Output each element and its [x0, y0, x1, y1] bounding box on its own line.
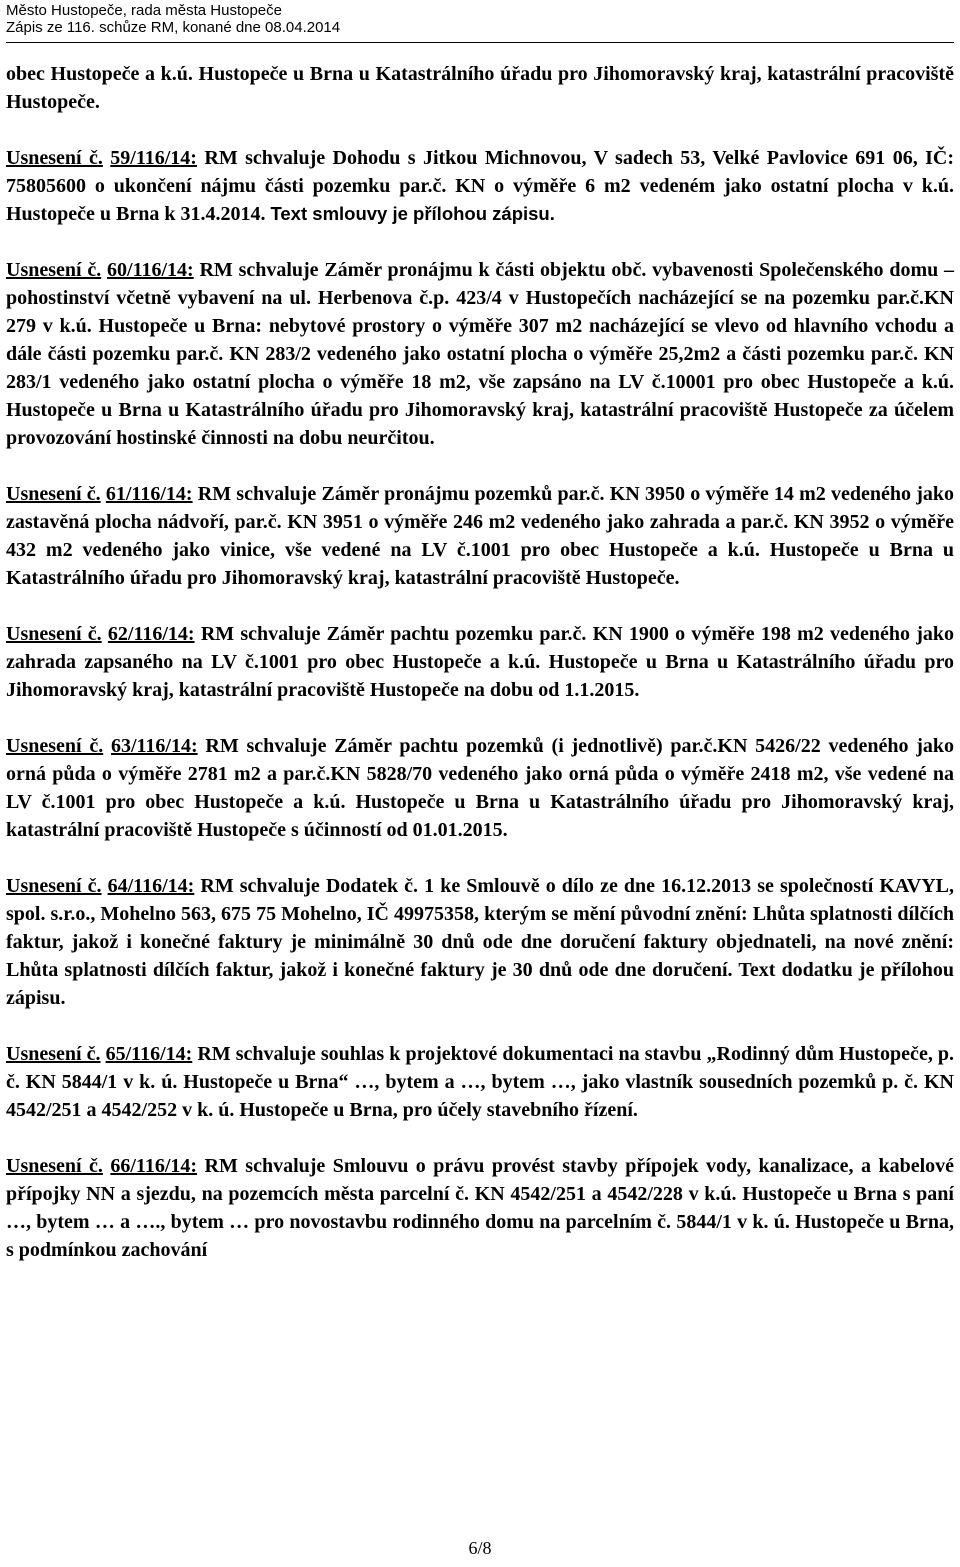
- resolution-66: [6, 1152, 954, 1264]
- resolution-60: [6, 256, 954, 452]
- resolution-label: Usnesení č.: [6, 483, 101, 505]
- header-meeting-minutes: Zápis ze 116. schůze RM, konané dne 08.04.2014: [6, 19, 341, 36]
- resolution-number: 59/116/14:: [110, 147, 197, 169]
- resolution-65: [6, 1040, 954, 1124]
- continuation-paragraph: obec Hustopeče a k.ú. Hustopeče u Brna u Katastrálního úřadu pro Jihomoravský kraj, katastrální pracoviště Hustopeče.: [6, 63, 954, 113]
- document-body: [6, 60, 954, 1264]
- resolution-number: 66/116/14:: [110, 1155, 198, 1177]
- resolution-label: Usnesení č.: [6, 735, 104, 757]
- resolution-text: RM schvaluje Dohodu s Jitkou Michnovou, V sadech 53, Velké Pavlovice 691 06, IČ: 75805600 o ukončení nájmu části pozemku par.č. KN o výměře 6 m2 vedeném jako ostatní plocha v k.ú. Hustopeče u Brna k 31.4.2014.: [6, 147, 954, 225]
- resolution-label: Usnesení č.: [6, 875, 102, 897]
- resolution-text: RM schvaluje Záměr pachtu pozemku par.č. KN 1900 o výměře 198 m2 vedeného jako zahrada zapsaného na LV č.1001 pro obec Hustopeče a k.ú. Hustopeče u Brna u Katastrálního úřadu pro Jihomoravský kraj, katastrální pracoviště Hustopeče na dobu od 1.1.2015.: [6, 623, 954, 701]
- resolution-62: [6, 620, 954, 704]
- resolution-number: 61/116/14:: [105, 483, 193, 505]
- resolution-attachment-note: Text smlouvy je přílohou zápisu.: [270, 203, 555, 224]
- resolution-text: RM schvaluje Dodatek č. 1 ke Smlouvě o dílo ze dne 16.12.2013 se společností KAVYL, spol. s.r.o., Mohelno 563, 675 75 Mohelno, IČ 49975358, kterým se mění původní znění: Lhůta splatnosti dílčích faktur, jakož i konečné faktury je minimálně 30 dnů ode dne doručení faktury objednateli, na nové znění: Lhůta splatnosti dílčích faktur, jakož i konečné faktury je 30 dnů ode dne doručení. Text dodatku je přílohou zápisu.: [6, 875, 955, 1009]
- resolution-59: [6, 144, 954, 228]
- resolution-number: 63/116/14:: [110, 735, 198, 757]
- resolution-text: RM schvaluje Záměr pachtu pozemků (i jednotlivě) par.č.KN 5426/22 vedeného jako orná půda o výměře 2781 m2 a par.č.KN 5828/70 vedeného jako orná půda o výměře 2418 m2, vše vedené na LV č.1001 pro obec Hustopeče a k.ú. Hustopeče u Brna u Katastrálního úřadu pro Jihomoravský kraj, katastrální pracoviště Hustopeče s účinností od 01.01.2015.: [6, 735, 955, 841]
- resolution-text: RM schvaluje Záměr pronájmu k části objektu obč. vybavenosti Společenského domu – pohostinství včetně vybavení na ul. Herbenova č.p. 423/4 v Hustopečích nacházející se na pozemku par.č.KN 279 v k.ú. Hustopeče u Brna: nebytové prostory o výměře 307 m2 nacházející se vlevo od hlavního vchodu a dále části pozemku par.č. KN 283/2 vedeného jako ostatní plocha o výměře 25,2m2 a části pozemku par.č. KN 283/1 vedeného jako ostatní plocha o výměře 18 m2, vše zapsáno na LV č.10001 pro obec Hustopeče a k.ú. Hustopeče u Brna u Katastrálního úřadu pro Jihomoravský kraj, katastrální pracoviště Hustopeče za účelem provozování hostinské činnosti na dobu neurčitou.: [6, 259, 954, 449]
- header-divider: [6, 42, 954, 43]
- resolution-label: Usnesení č.: [6, 623, 102, 645]
- resolution-text: RM schvaluje Záměr pronájmu pozemků par.č. KN 3950 o výměře 14 m2 vedeného jako zastavěná plocha nádvoří, par.č. KN 3951 o výměře 246 m2 vedeného jako zahrada a par.č. KN 3952 o výměře 432 m2 vedeného jako vinice, vše vedené na LV č.1001 pro obec Hustopeče a k.ú. Hustopeče u Brna u Katastrálního úřadu pro Jihomoravský kraj, katastrální pracoviště Hustopeče.: [6, 483, 954, 589]
- resolution-label: Usnesení č.: [6, 1043, 101, 1065]
- resolution-label: Usnesení č.: [6, 147, 103, 169]
- resolution-63: [6, 732, 954, 844]
- resolution-number: 62/116/14:: [107, 623, 195, 645]
- resolution-number: 64/116/14:: [107, 875, 195, 897]
- resolution-64: [6, 872, 954, 1012]
- page-number: 6/8: [468, 1538, 492, 1558]
- resolution-number: 60/116/14:: [107, 259, 194, 281]
- header-organization: Město Hustopeče, rada města Hustopeče: [6, 2, 282, 19]
- resolution-number: 65/116/14:: [105, 1043, 193, 1065]
- resolution-label: Usnesení č.: [6, 259, 102, 281]
- resolution-label: Usnesení č.: [6, 1155, 103, 1177]
- resolution-text: RM schvaluje Smlouvu o právu provést stavby přípojek vody, kanalizace, a kabelové přípojky NN a sjezdu, na pozemcích města parcelní č. KN 4542/251 a 4542/228 v k.ú. Hustopeče u Brna s paní …, bytem … a …., bytem … pro novostavbu rodinného domu na parcelním č. 5844/1 v k. ú. Hustopeče u Brna, s podmínkou zachování: [6, 1155, 954, 1261]
- page-header: [6, 2, 954, 36]
- resolution-text: RM schvaluje souhlas k projektové dokumentaci na stavbu „Rodinný dům Hustopeče, p. č. KN 5844/1 v k. ú. Hustopeče u Brna“ …, bytem a …, bytem …, jako vlastník sousedních pozemků p. č. KN 4542/251 a 4542/252 v k. ú. Hustopeče u Brna, pro účely stavebního řízení.: [6, 1043, 955, 1121]
- resolution-61: [6, 480, 954, 592]
